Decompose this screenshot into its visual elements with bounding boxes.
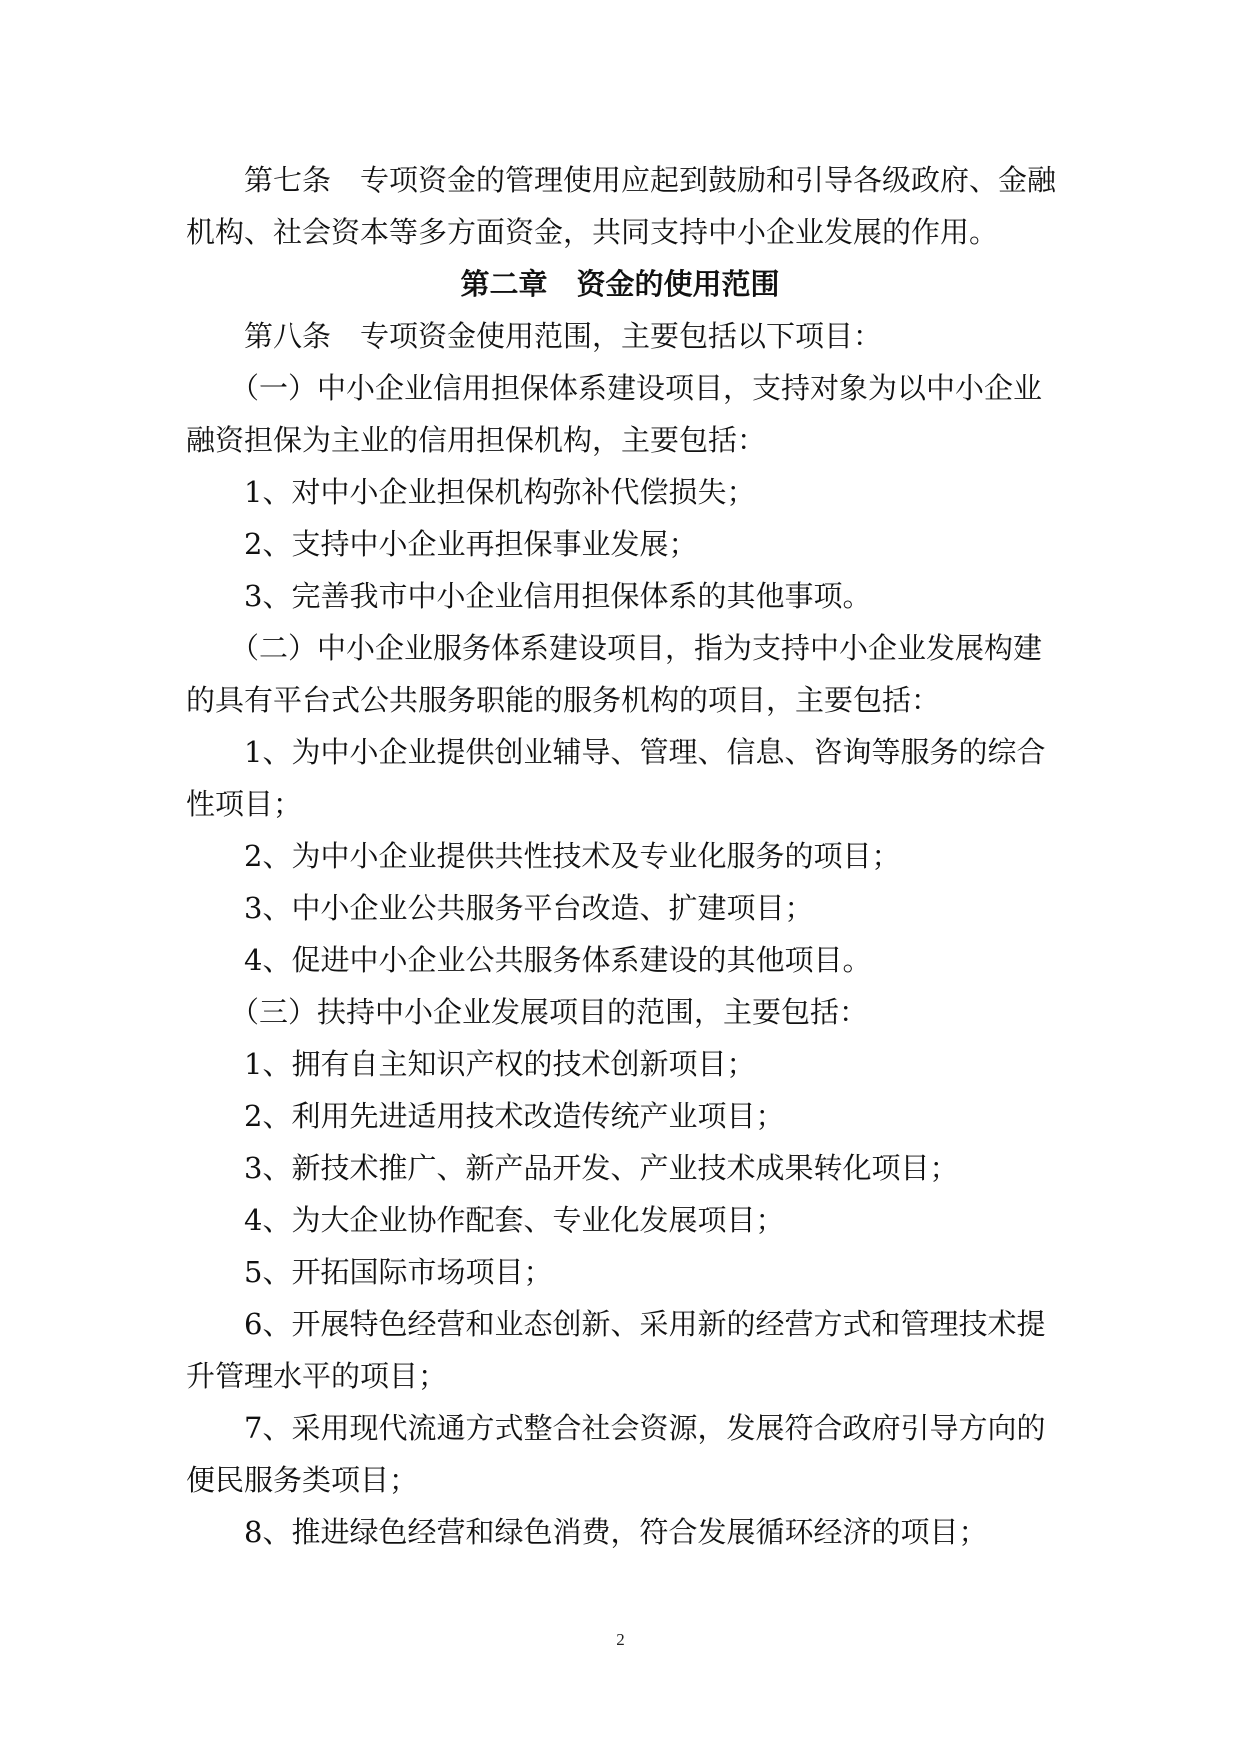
article-8-intro: 第八条 专项资金使用范围，主要包括以下项目： — [244, 319, 883, 353]
list-item-continuation: 便民服务类项目； — [186, 1463, 419, 1497]
list-item: 4、促进中小企业公共服务体系建设的其他项目。 — [244, 943, 872, 977]
document-body — [186, 154, 1057, 1558]
list-item: 2、为中小企业提供共性技术及专业化服务的项目； — [244, 839, 901, 873]
list-item: 2、支持中小企业再担保事业发展； — [244, 527, 698, 561]
list-item: 3、新技术推广、新产品开发、产业技术成果转化项目； — [244, 1151, 959, 1185]
list-item: 4、为大企业协作配套、专业化发展项目； — [244, 1203, 785, 1237]
article-7-line-2: 机构、社会资本等多方面资金，共同支持中小企业发展的作用。 — [186, 215, 999, 249]
list-item: 3、完善我市中小企业信用担保体系的其他事项。 — [244, 579, 872, 613]
list-item: 7、采用现代流通方式整合社会资源，发展符合政府引导方向的 — [244, 1411, 1046, 1445]
list-item: 1、为中小企业提供创业辅导、管理、信息、咨询等服务的综合 — [244, 735, 1046, 769]
section-2-line-2: 的具有平台式公共服务职能的服务机构的项目，主要包括： — [186, 683, 941, 717]
section-3-line-1: （三）扶持中小企业发展项目的范围，主要包括： — [230, 995, 869, 1029]
list-item: 3、中小企业公共服务平台改造、扩建项目； — [244, 891, 814, 925]
list-item: 8、推进绿色经营和绿色消费，符合发展循环经济的项目； — [244, 1515, 988, 1549]
page-number: 2 — [616, 1630, 625, 1649]
section-1-line-2: 融资担保为主业的信用担保机构，主要包括： — [186, 423, 767, 457]
chapter-2-heading: 第二章 资金的使用范围 — [460, 267, 780, 301]
list-item: 5、开拓国际市场项目； — [244, 1255, 553, 1289]
list-item: 6、开展特色经营和业态创新、采用新的经营方式和管理技术提 — [244, 1307, 1046, 1341]
list-item: 1、对中小企业担保机构弥补代偿损失； — [244, 475, 756, 509]
section-2-line-1: （二）中小企业服务体系建设项目，指为支持中小企业发展构建 — [230, 631, 1043, 665]
list-item-continuation: 升管理水平的项目； — [186, 1359, 448, 1393]
list-item: 2、利用先进适用技术改造传统产业项目； — [244, 1099, 785, 1133]
list-item-continuation: 性项目； — [186, 787, 303, 821]
section-1-line-1: （一）中小企业信用担保体系建设项目，支持对象为以中小企业 — [230, 371, 1043, 405]
article-7-line-1: 第七条 专项资金的管理使用应起到鼓励和引导各级政府、金融 — [244, 163, 1057, 197]
list-item: 1、拥有自主知识产权的技术创新项目； — [244, 1047, 756, 1081]
